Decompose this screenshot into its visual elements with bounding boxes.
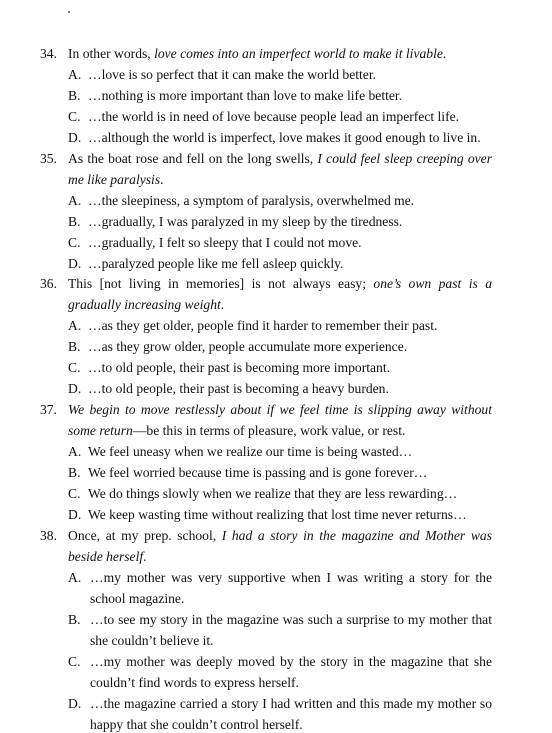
option-text-continuation: happy that she couldn’t control herself. bbox=[90, 717, 303, 732]
option-text: …the sleepiness, a symptom of paralysis, overwhelmed me. bbox=[88, 193, 415, 208]
stem-italic-text: I had a story in the magazine and Mother was bbox=[221, 528, 492, 543]
answer-option-a[interactable] bbox=[68, 318, 437, 334]
option-text: …as they get older, people find it harder to remember their past. bbox=[88, 318, 438, 333]
option-letter: D. bbox=[68, 130, 82, 145]
stem-italic-text: gradually increasing weight bbox=[68, 297, 221, 312]
answer-option-d[interactable] bbox=[68, 130, 481, 146]
option-text-continuation: she couldn’t believe it. bbox=[90, 633, 214, 648]
question-number: 36. bbox=[40, 276, 57, 291]
page-speck bbox=[68, 11, 70, 13]
option-letter: B. bbox=[68, 88, 81, 103]
answer-option-a[interactable] bbox=[68, 570, 492, 586]
answer-option-b[interactable] bbox=[68, 612, 492, 628]
option-letter: C. bbox=[68, 654, 81, 669]
stem-text: As the boat rose and fell on the long swells, bbox=[68, 151, 318, 166]
option-text: We keep wasting time without realizing that lost time never returns… bbox=[88, 507, 467, 522]
option-letter: A. bbox=[68, 67, 82, 82]
option-text-continuation: couldn’t find words to express herself. bbox=[90, 675, 299, 690]
stem-text: This [not living in memories] is not always easy; bbox=[68, 276, 374, 291]
option-letter: C. bbox=[68, 109, 81, 124]
option-text: …the magazine carried a story I had written and this made my mother so bbox=[90, 696, 492, 711]
answer-option-a[interactable] bbox=[68, 193, 414, 209]
stem-text: . bbox=[442, 46, 447, 61]
option-letter: B. bbox=[68, 214, 81, 229]
question-stem-line bbox=[68, 549, 147, 565]
option-text: We feel worried because time is passing and is gone forever… bbox=[88, 465, 428, 480]
answer-option-c[interactable] bbox=[68, 486, 457, 502]
option-text: …gradually, I was paralyzed in my sleep by the tiredness. bbox=[88, 214, 403, 229]
option-letter: D. bbox=[68, 696, 82, 711]
stem-text: —be this in terms of pleasure, work value, or rest. bbox=[132, 423, 406, 438]
question-stem-line bbox=[68, 402, 492, 418]
answer-option-d[interactable] bbox=[68, 507, 467, 523]
option-letter: C. bbox=[68, 486, 81, 501]
option-text: …the world is in need of love because people lead an imperfect life. bbox=[88, 109, 460, 124]
answer-option-c[interactable] bbox=[68, 235, 362, 251]
option-letter: D. bbox=[68, 256, 82, 271]
option-letter: A. bbox=[68, 570, 82, 585]
option-text: …paralyzed people like me fell asleep quickly. bbox=[88, 256, 344, 271]
answer-option-c[interactable] bbox=[68, 654, 492, 670]
stem-italic-text: love comes into an imperfect world to make it livable bbox=[154, 46, 443, 61]
question-number: 38. bbox=[40, 528, 57, 543]
question-number: 34. bbox=[40, 46, 57, 61]
question-stem-line bbox=[68, 297, 224, 313]
stem-italic-text: I could feel sleep creeping over bbox=[317, 151, 492, 166]
option-letter: D. bbox=[68, 507, 82, 522]
option-letter: A. bbox=[68, 193, 82, 208]
question-number: 35. bbox=[40, 151, 57, 166]
answer-option-d[interactable] bbox=[68, 256, 343, 272]
stem-text: In other words, bbox=[68, 46, 155, 61]
option-text: …gradually, I felt so sleepy that I could not move. bbox=[88, 235, 362, 250]
option-text: …although the world is imperfect, love makes it good enough to live in. bbox=[88, 130, 481, 145]
option-letter: B. bbox=[68, 465, 81, 480]
option-letter: D. bbox=[68, 381, 82, 396]
stem-text: . bbox=[143, 549, 147, 564]
stem-italic-text: me like paralysis bbox=[68, 172, 161, 187]
option-text: We feel uneasy when we realize our time is being wasted… bbox=[88, 444, 413, 459]
question-number: 37. bbox=[40, 402, 57, 417]
option-letter: B. bbox=[68, 339, 81, 354]
option-text: …to see my story in the magazine was such a surprise to my mother that bbox=[90, 612, 492, 627]
option-text: …my mother was very supportive when I was writing a story for the bbox=[90, 570, 492, 585]
stem-italic-text: some return bbox=[68, 423, 133, 438]
question-stem-line bbox=[68, 423, 405, 439]
answer-option-a[interactable] bbox=[68, 444, 412, 460]
option-text: …to old people, their past is becoming a heavy burden. bbox=[88, 381, 389, 396]
question-stem-line bbox=[68, 528, 492, 544]
answer-option-c[interactable] bbox=[68, 109, 459, 125]
answer-option-d[interactable] bbox=[68, 696, 492, 712]
answer-option-b[interactable] bbox=[68, 339, 407, 355]
answer-option-c[interactable] bbox=[68, 360, 390, 376]
stem-italic-text: one’s own past is a bbox=[373, 276, 492, 291]
option-text: …as they grow older, people accumulate more experience. bbox=[88, 339, 408, 354]
option-letter: C. bbox=[68, 235, 81, 250]
option-letter: C. bbox=[68, 360, 81, 375]
option-text-continuation: school magazine. bbox=[90, 591, 185, 606]
question-stem-line bbox=[68, 276, 492, 292]
stem-text: Once, at my prep. school, bbox=[68, 528, 222, 543]
answer-option-d[interactable] bbox=[68, 381, 389, 397]
stem-italic-text: We begin to move restlessly about if we feel time is slipping away without bbox=[68, 402, 492, 417]
question-stem-line bbox=[68, 172, 164, 188]
stem-text: . bbox=[220, 297, 225, 312]
option-letter: A. bbox=[68, 444, 82, 459]
question-stem-line bbox=[68, 151, 492, 167]
option-text: We do things slowly when we realize that they are less rewarding… bbox=[88, 486, 458, 501]
question-stem-line bbox=[68, 46, 446, 62]
option-text: …my mother was deeply moved by the story in the magazine that she bbox=[90, 654, 492, 669]
option-text: …nothing is more important than love to make life better. bbox=[88, 88, 403, 103]
option-text: …love is so perfect that it can make the world better. bbox=[88, 67, 377, 82]
stem-text: . bbox=[160, 172, 164, 187]
option-letter: B. bbox=[68, 612, 81, 627]
option-text: …to old people, their past is becoming more important. bbox=[88, 360, 391, 375]
answer-option-b[interactable] bbox=[68, 465, 427, 481]
option-letter: A. bbox=[68, 318, 82, 333]
stem-italic-text: beside herself bbox=[68, 549, 144, 564]
answer-option-a[interactable] bbox=[68, 67, 376, 83]
answer-option-b[interactable] bbox=[68, 88, 402, 104]
answer-option-b[interactable] bbox=[68, 214, 402, 230]
